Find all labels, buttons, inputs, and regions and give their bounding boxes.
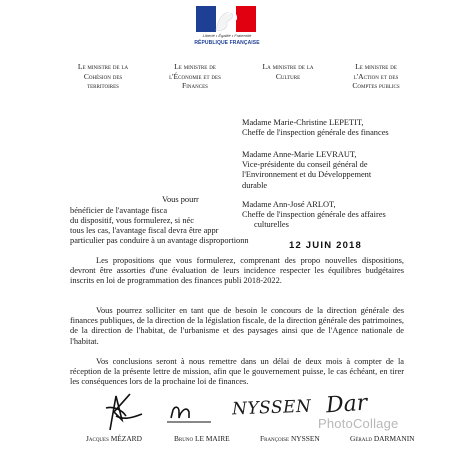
body-line-5: particulier pas conduire à un avantage disproportionn <box>70 236 249 245</box>
republic-name: RÉPUBLIQUE FRANÇAISE <box>194 40 260 46</box>
minister-comptes-publics: Le ministre de l'Action et des Comptes publics <box>352 62 400 91</box>
watermark: PhotoCollage <box>318 416 399 431</box>
recipient-levraut: Madame Anne-Marie LEVRAUT, Vice-présidente du conseil général de l'Environnement et du Développement durable <box>242 150 372 190</box>
minister-culture: La ministre de la Culture <box>262 62 314 81</box>
body-line-3: du dispositif, vous formulerez, si néc <box>70 216 194 225</box>
signature-le-maire <box>165 400 215 424</box>
signatory-mezard: Jacques MÉZARD <box>86 434 142 443</box>
tricolor-flag <box>196 6 256 32</box>
body-line-2: bénéficier de l'avantage fisca <box>70 206 168 215</box>
date-stamp: 12 JUIN 2018 <box>289 240 363 251</box>
signature-darmanin: Dar <box>325 390 369 419</box>
minister-cohesion: Le ministre de la Cohésion des territoires <box>77 62 129 91</box>
republic-motto: Liberté • Égalité • Fraternité <box>202 33 252 38</box>
signatory-le-maire: Bruno LE MAIRE <box>174 434 230 443</box>
signatory-nyssen: Françoise NYSSEN <box>260 434 320 443</box>
paragraph-propositions: Les propositions que vous formulerez, comprenant des propo nouvelles dispositions, devront être assorties d'une évaluation de leurs incidence respecter les équilibres budgétaires inscrits en loi de programmation des finances publi 2018-2022. <box>70 256 404 286</box>
signature-nyssen: NYSSEN <box>231 396 312 420</box>
body-line-4: tous les cas, l'avantage fiscal devra être appr <box>70 226 219 235</box>
signature-mezard <box>96 390 152 434</box>
paragraph-conclusions: Vos conclusions seront à nous remettre dans un délai de deux mois à compter de la réception de la présente lettre de mission, afin que le gouvernement puisse, le cas échéant, en tirer les conséquences lors de la prochaine loi de finances. <box>70 357 404 387</box>
recipient-lepetit: Madame Marie-Christine LEPETIT, Cheffe de l'inspection générale des finances <box>242 118 389 138</box>
body-line-1: Vous pourr <box>162 195 199 204</box>
signatory-darmanin: Gérald DARMANIN <box>350 434 415 443</box>
recipient-arlot: Madame Ann-José ARLOT, Cheffe de l'inspection générale des affaires culturelles <box>242 200 386 230</box>
marianne-logo <box>196 6 258 50</box>
paragraph-concours: Vous pourrez solliciter en tant que de besoin le concours de la direction générale des finances publiques, de la direction de la législation fiscale, de la direction générale des patrimoines, de la direction de l'habitat, de l'urbanisme et des paysages ainsi que de l'Agence nationale de l'habitat. <box>70 306 404 346</box>
minister-economie: Le ministre de l'Économie et des Finances <box>169 62 221 91</box>
